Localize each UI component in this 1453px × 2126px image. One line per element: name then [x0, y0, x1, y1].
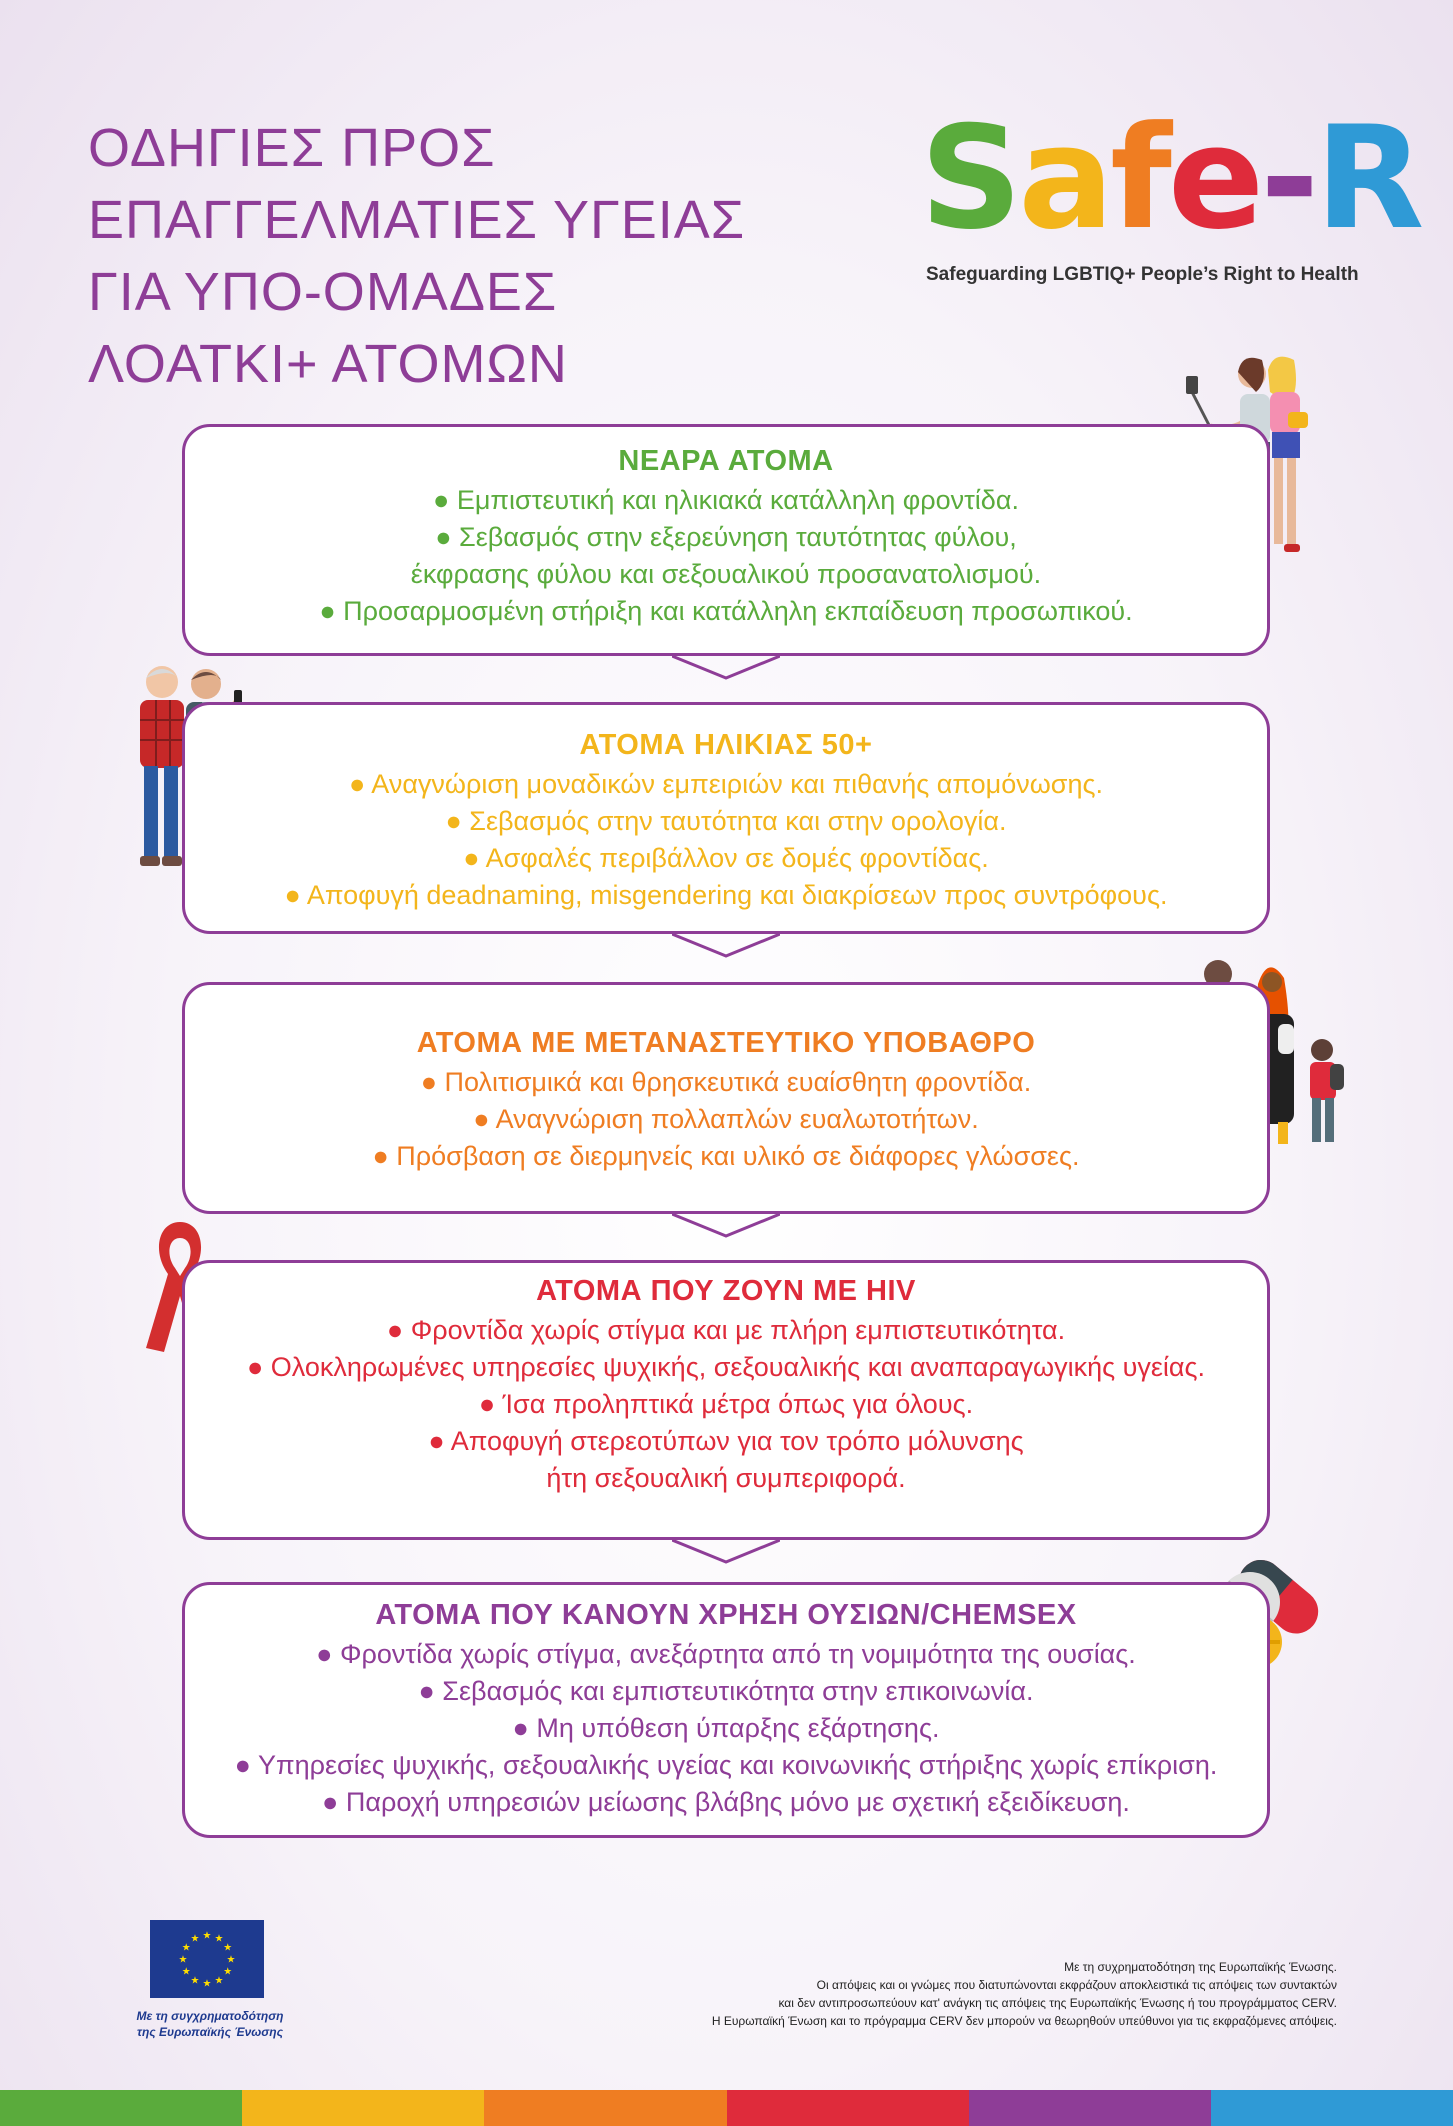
disclaimer-line: και δεν αντιπροσωπεύουν κατ' ανάγκη τις απόψεις της Ευρωπαϊκής Ένωσης ή του προγράμματος CERV.: [778, 1996, 1337, 2010]
guideline-item: ● Σεβασμός και εμπιστευτικότητα στην επικοινωνία.: [418, 1676, 1034, 1706]
eu-star-icon: ★: [181, 1966, 191, 1978]
eu-star-icon: ★: [202, 1930, 212, 1942]
logo-letter: -: [1260, 96, 1316, 261]
section-heading: ΑΤΟΜΑ ΜΕ ΜΕΤΑΝΑΣΤΕΥΤΙΚΟ ΥΠΟΒΑΘΡΟ: [416, 1027, 1036, 1059]
disclaimer-line: Με τη συχρηματοδότηση της Ευρωπαϊκής Ένωσης.: [1064, 1960, 1337, 1974]
guideline-item: ● Φροντίδα χωρίς στίγμα, ανεξάρτητα από τη νομιμότητα της ουσίας.: [316, 1639, 1136, 1669]
section-heading: ΑΤΟΜΑ ΗΛΙΚΙΑΣ 50+: [579, 729, 873, 761]
chevron-down-icon: [672, 932, 780, 958]
eu-star-icon: ★: [190, 1933, 200, 1945]
logo-letter: a: [1018, 96, 1111, 261]
guideline-item: ● Προσαρμοσμένη στήριξη και κατάλληλη εκπαίδευση προσωπικού.: [319, 596, 1133, 626]
disclaimer: [712, 1958, 1337, 2030]
page-title: [88, 112, 745, 400]
eu-star-icon: ★: [223, 1942, 233, 1954]
guideline-item: ● Αποφυγή deadnaming, misgendering και διακρίσεων προς συντρόφους.: [284, 880, 1168, 910]
eu-star-icon: ★: [202, 1978, 212, 1990]
chevron-down-icon: [672, 1212, 780, 1238]
section-heading: ΑΤΟΜΑ ΠΟΥ ΚΑΝΟΥΝ ΧΡΗΣΗ ΟΥΣΙΩΝ/CHEMSEX: [375, 1599, 1077, 1631]
guideline-item: ● Σεβασμός στην εξερεύνηση ταυτότητας φύλου,: [435, 522, 1017, 552]
guideline-item: ● Αναγνώριση μοναδικών εμπειριών και πιθανής απομόνωσης.: [348, 769, 1103, 799]
guideline-item: ● Εμπιστευτική και ηλικιακά κατάλληλη φροντίδα.: [433, 485, 1019, 515]
disclaimer-line: Η Ευρωπαϊκή Ένωση και το πρόγραμμα CERV δεν μπορούν να θεωρηθούν υπεύθυνοι για τις εκφραζόμενες απόψεις.: [711, 2014, 1337, 2028]
guideline-item: ● Υπηρεσίες ψυχικής, σεξουαλικής υγείας και κοινωνικής στήριξης χωρίς επίκριση.: [234, 1750, 1218, 1780]
logo-wordmark: [920, 96, 1421, 261]
guideline-item: ● Μη υπόθεση ύπαρξης εξάρτησης.: [512, 1713, 940, 1743]
eu-star-icon: ★: [223, 1966, 233, 1978]
chevron-down-icon: [672, 654, 780, 680]
logo-letter: e: [1167, 96, 1261, 261]
section-people-50-plus: [182, 702, 1270, 934]
title-line: ΟΔΗΓΙΕΣ ΠΡΟΣ: [88, 118, 496, 178]
eu-star-icon: ★: [178, 1954, 188, 1966]
eu-flag-icon: [150, 1920, 264, 1998]
color-stripe: [1211, 2090, 1453, 2126]
guideline-item: ● Σεβασμός στην ταυτότητα και στην ορολογία.: [445, 806, 1007, 836]
color-stripe: [0, 2090, 242, 2126]
eu-star-icon: ★: [226, 1954, 236, 1966]
section-migrant-background: [182, 982, 1270, 1214]
color-stripe: [484, 2090, 726, 2126]
guideline-item: ● Αποφυγή στερεοτύπων για τον τρόπο μόλυνσης: [428, 1426, 1024, 1456]
eu-star-icon: ★: [214, 1933, 224, 1945]
guideline-item: ● Ίσα προληπτικά μέτρα όπως για όλους.: [478, 1389, 974, 1419]
rainbow-color-bar: [0, 2090, 1453, 2126]
guideline-item: ● Πρόσβαση σε διερμηνείς και υλικό σε διάφορες γλώσσες.: [372, 1141, 1080, 1171]
color-stripe: [969, 2090, 1211, 2126]
guideline-item: ● Ασφαλές περιβάλλον σε δομές φροντίδας.: [463, 843, 989, 873]
section-heading: ΝΕΑΡΑ ΑΤΟΜΑ: [618, 445, 834, 477]
eu-star-icon: ★: [190, 1975, 200, 1987]
logo-letter: f: [1110, 96, 1168, 261]
section-young-people: [182, 424, 1270, 656]
color-stripe: [242, 2090, 484, 2126]
color-stripe: [727, 2090, 969, 2126]
guideline-item: ● Πολιτισμικά και θρησκευτικά ευαίσθητη φροντίδα.: [420, 1067, 1032, 1097]
title-line: ΛΟΑΤΚΙ+ ΑΤΟΜΩΝ: [88, 334, 568, 394]
safe-r-logo: [920, 96, 1421, 286]
disclaimer-line: Οι απόψεις και οι γνώμες που διατυπώνονται εκφράζουν αποκλειστικά τις απόψεις των συντακτών: [816, 1978, 1337, 1992]
eu-star-icon: ★: [181, 1942, 191, 1954]
guideline-item: ● Αναγνώριση πολλαπλών ευαλωτοτήτων.: [473, 1104, 979, 1134]
section-people-living-with-hiv: [182, 1260, 1270, 1540]
eu-caption-line: της Ευρωπαϊκής Ένωσης: [137, 2025, 283, 2039]
section-substance-use-chemsex: [182, 1582, 1270, 1838]
eu-caption-line: Με τη συγχρηματοδότηση: [136, 2009, 284, 2023]
title-line: ΕΠΑΓΓΕΛΜΑΤΙΕΣ ΥΓΕΙΑΣ: [88, 190, 746, 250]
guideline-item: ● Ολοκληρωμένες υπηρεσίες ψυχικής, σεξουαλικής και αναπαραγωγικής υγείας.: [246, 1352, 1206, 1382]
chevron-down-icon: [672, 1538, 780, 1564]
eu-funding-caption: [110, 2008, 310, 2040]
logo-letter: R: [1315, 96, 1421, 261]
guideline-item: ● Παροχή υπηρεσιών μείωσης βλάβης μόνο με σχετική εξειδίκευση.: [322, 1787, 1130, 1817]
guideline-item: έκφρασης φύλου και σεξουαλικού προσανατολισμού.: [410, 559, 1042, 589]
eu-star-icon: ★: [214, 1975, 224, 1987]
title-line: ΓΙΑ ΥΠΟ-ΟΜΑΔΕΣ: [88, 262, 558, 322]
section-heading: ΑΤΟΜΑ ΠΟΥ ΖΟΥΝ ΜΕ HIV: [536, 1275, 916, 1307]
logo-letter: S: [920, 96, 1019, 261]
logo-tagline: Safeguarding LGBTIQ+ People’s Right to Health: [926, 264, 1359, 285]
guideline-item: ● Φροντίδα χωρίς στίγμα και με πλήρη εμπιστευτικότητα.: [386, 1315, 1066, 1345]
guideline-item: ήτη σεξουαλική συμπεριφορά.: [546, 1463, 906, 1493]
